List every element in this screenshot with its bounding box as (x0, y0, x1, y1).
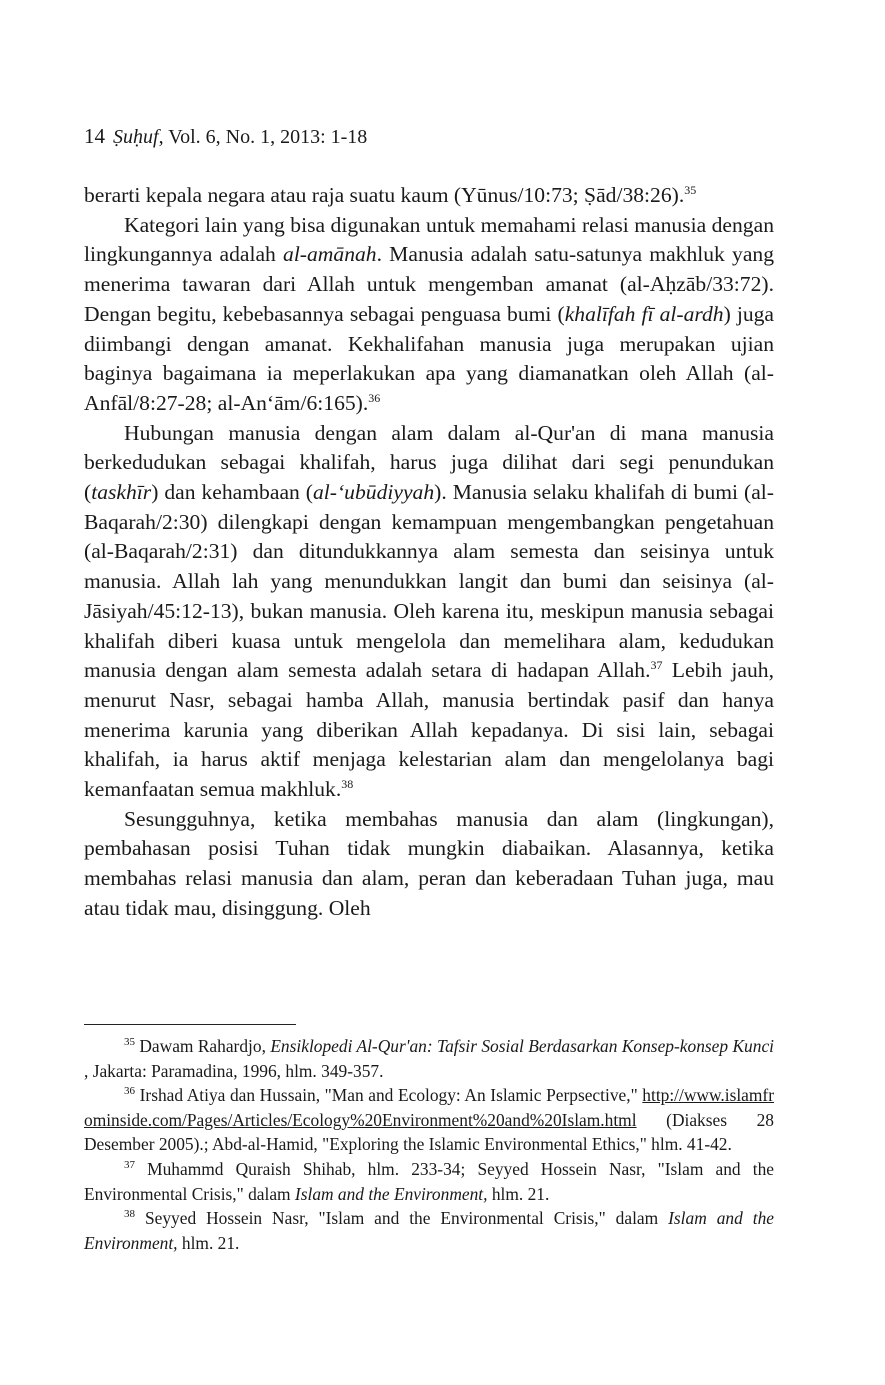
body-text (84, 181, 774, 924)
footnote-ref-37[interactable]: 37 (650, 658, 663, 673)
term-khalifah: khalīfah fī al-ardh (564, 301, 724, 326)
footnote-text: , Jakarta: Paramadina, 1996, hlm. 349-357. (84, 1060, 384, 1081)
paragraph-text: Hubungan manusia dengan alam dalam al-Qur'an di mana manusia berkedudukan sebagai khalifah, harus juga dilihat dari segi penundukan ( (84, 420, 774, 505)
paragraph-text: ). Manusia selaku khalifah di bumi (al-Baqarah/2:30) dilengkapi dengan kemampuan mengembangkan pengetahuan (al-Baqarah/2:31) dan ditundukkannya alam semesta dan seisinya untuk manusia. Allah lah yang menundukkan langit dan bumi dan seisinya (al-Jāsiyah/45:12-13), bukan manusia. Oleh karena itu, meskipun manusia sebagai khalifah diberi kuasa untuk mengelola dan memelihara alam, kedudukan manusia dengan alam semesta adalah setara di hadapan Allah. (84, 480, 774, 683)
journal-title: Ṣuḥuf (113, 126, 159, 148)
footnote-text: Muhammd Quraish Shihab, hlm. 233-34; Seyyed Hossein Nasr, "Islam and the Environmental Crisis," dalam (84, 1158, 774, 1204)
term-ubudiyyah: al-‘ubūdiyyah (313, 480, 435, 505)
footnote-number: 38 (124, 1208, 135, 1221)
term-al-amanah: al-amānah (283, 242, 377, 267)
paragraph-text: . Manusia adalah satu-satunya makhluk yang menerima tawaran dari Allah untuk mengemban amanat (al-Aḥzāb/33:72). Dengan begitu, kebebasannya sebagai penguasa bumi ( (84, 242, 774, 326)
footnote-ref-36[interactable]: 36 (368, 390, 381, 405)
volume-info: , Vol. 6, No. 1, 2013: 1-18 (158, 126, 368, 148)
footnote-ref-35[interactable]: 35 (684, 182, 697, 197)
paragraph-2 (84, 211, 774, 419)
footnote-38 (84, 1206, 774, 1255)
footnote-number: 37 (124, 1159, 135, 1172)
footnote-37 (84, 1157, 774, 1206)
footnote-text: hlm. 21. (177, 1232, 240, 1253)
paragraph-text: Lebih jauh, menurut Nasr, sebagai hamba Allah, manusia bertindak pasif dan hanya menerima karunia yang diberikan Allah kepadanya. Di sisi lain, sebagai khalifah, ia harus aktif menjaga kelestarian alam dan mengelolanya bagi kemanfaatan semua makhluk. (84, 658, 775, 802)
paragraph-text: ) dan kehambaan ( (151, 480, 313, 505)
running-header (84, 124, 367, 149)
footnote-ref-38[interactable]: 38 (341, 776, 354, 791)
source-link[interactable]: http://www.islamfrominside.com/Pages/Articles/Ecology%20Environment%20and%20Islam.html (84, 1085, 774, 1130)
footnote-text: (Diakses 28 Desember 2005).; Abd-al-Hamid, "Exploring the Islamic Environmental Ethics," hlm. 41-42. (84, 1109, 774, 1155)
footnote-title: Islam and the Environment, (84, 1208, 774, 1253)
footnote-title: Ensiklopedi Al-Qur'an: Tafsir Sosial Berdasarkan Konsep-konsep Kunci (270, 1036, 774, 1056)
paragraph-text: Kategori lain yang bisa digunakan untuk memahami relasi manusia dengan lingkungannya adalah (84, 212, 774, 267)
paragraph-text: ) juga diimbangi dengan amanat. Kekhalifahan manusia juga merupakan ujian baginya bagaimana ia meperlakukan apa yang diamanatkan oleh Allah (al-Anfāl/8:27-28; al-An‘ām/6:165). (84, 301, 774, 415)
paragraph-4 (84, 805, 774, 924)
paragraph-1 (84, 181, 774, 211)
footnote-title: Islam and the Environment, (294, 1183, 488, 1204)
footnote-text: hlm. 21. (487, 1183, 550, 1204)
footnote-text: Dawam Rahardjo, (135, 1036, 271, 1056)
paragraph-text: Sesungguhnya, ketika membahas manusia dan alam (lingkungan), pembahasan posisi Tuhan tidak mungkin diabaikan. Alasannya, ketika membahas relasi manusia dan alam, peran dan keberadaan Tuhan juga, mau atau tidak mau, disinggung. Oleh (84, 806, 774, 920)
footnote-text: Seyyed Hossein Nasr, "Islam and the Environmental Crisis," dalam (135, 1208, 669, 1229)
paragraph-text: berarti kepala negara atau raja suatu kaum (Yūnus/10:73; Ṣād/38:26). (84, 183, 685, 207)
paragraph-3 (84, 419, 774, 805)
footnote-divider (84, 1024, 296, 1025)
footnote-36 (84, 1083, 774, 1157)
footnote-number: 36 (124, 1085, 135, 1098)
page-number: 14 (84, 124, 105, 148)
footnote-text: Irshad Atiya dan Hussain, "Man and Ecology: An Islamic Perpsective," (135, 1085, 643, 1106)
term-taskhir: taskhīr (91, 480, 152, 505)
footnote-35 (84, 1034, 774, 1083)
footnotes (84, 1034, 774, 1255)
footnote-number: 35 (124, 1036, 135, 1049)
